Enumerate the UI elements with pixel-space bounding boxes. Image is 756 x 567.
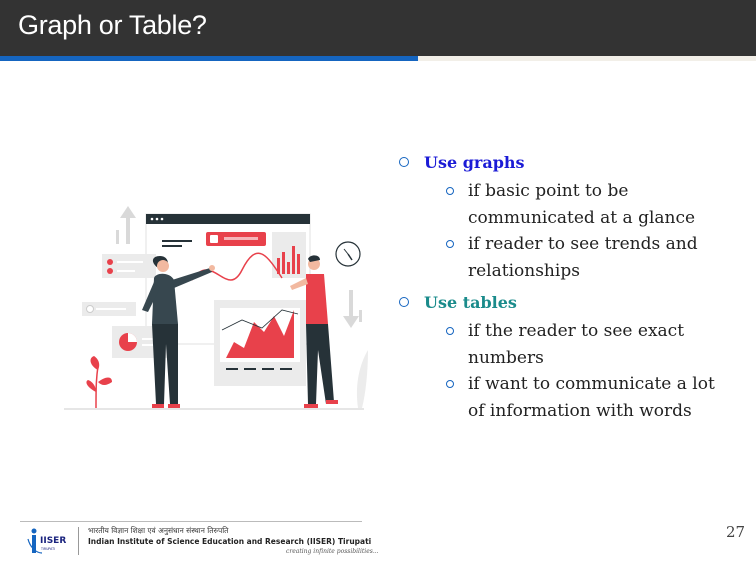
sub-bullet-list <box>440 318 736 424</box>
logo-text: IISER <box>40 536 67 546</box>
footer-tagline: creating infinite possibilities... <box>286 548 379 555</box>
bullet-list <box>396 150 736 424</box>
sub-bullet-text: if the reader to see exact numbers <box>468 321 685 368</box>
sub-bullet-item <box>440 318 736 371</box>
logo-subtext: TIRUPATI <box>41 547 55 551</box>
bullet-use-graphs <box>396 150 736 176</box>
bullet-circle-icon <box>399 157 409 167</box>
title-rule-light <box>418 56 756 61</box>
sub-bullet-circle-icon <box>446 327 454 335</box>
bullet-use-tables <box>396 290 736 316</box>
sub-bullet-circle-icon <box>446 187 454 195</box>
sub-bullet-text: if reader to see trends and relationships <box>468 234 698 281</box>
arrow-down-icon <box>343 290 362 328</box>
page-number: 27 <box>726 523 746 541</box>
plant-icon <box>86 356 112 408</box>
sub-bullet-circle-icon <box>446 240 454 248</box>
footer-divider <box>20 521 362 522</box>
arrow-up-icon <box>116 206 136 244</box>
slide-title: Graph or Table? <box>18 10 207 40</box>
title-bar <box>0 0 756 56</box>
logo-divider <box>78 527 79 555</box>
bullet-circle-icon <box>399 297 409 307</box>
sub-bullet-item <box>440 231 736 284</box>
footer-institute-name: Indian Institute of Science Education and Research (IISER) Tirupati <box>88 537 372 546</box>
clock-icon <box>336 242 360 266</box>
sub-bullet-text: if basic point to be communicated at a glance <box>468 181 696 228</box>
sub-bullet-circle-icon <box>446 380 454 388</box>
footer-hindi-line: भारतीय विज्ञान शिक्षा एवं अनुसंधान संस्थान तिरुपति <box>88 526 229 535</box>
sub-bullet-text: if want to communicate a lot of information with words <box>468 374 715 421</box>
iiser-logo <box>26 525 72 557</box>
sub-bullet-item <box>440 371 736 424</box>
sub-bullet-item <box>440 178 736 231</box>
sub-bullet-list <box>440 178 736 284</box>
data-analysis-illustration <box>62 160 372 420</box>
bullet-heading: Use graphs <box>424 153 525 172</box>
title-rule-accent <box>0 56 418 61</box>
bullet-heading: Use tables <box>424 293 517 312</box>
